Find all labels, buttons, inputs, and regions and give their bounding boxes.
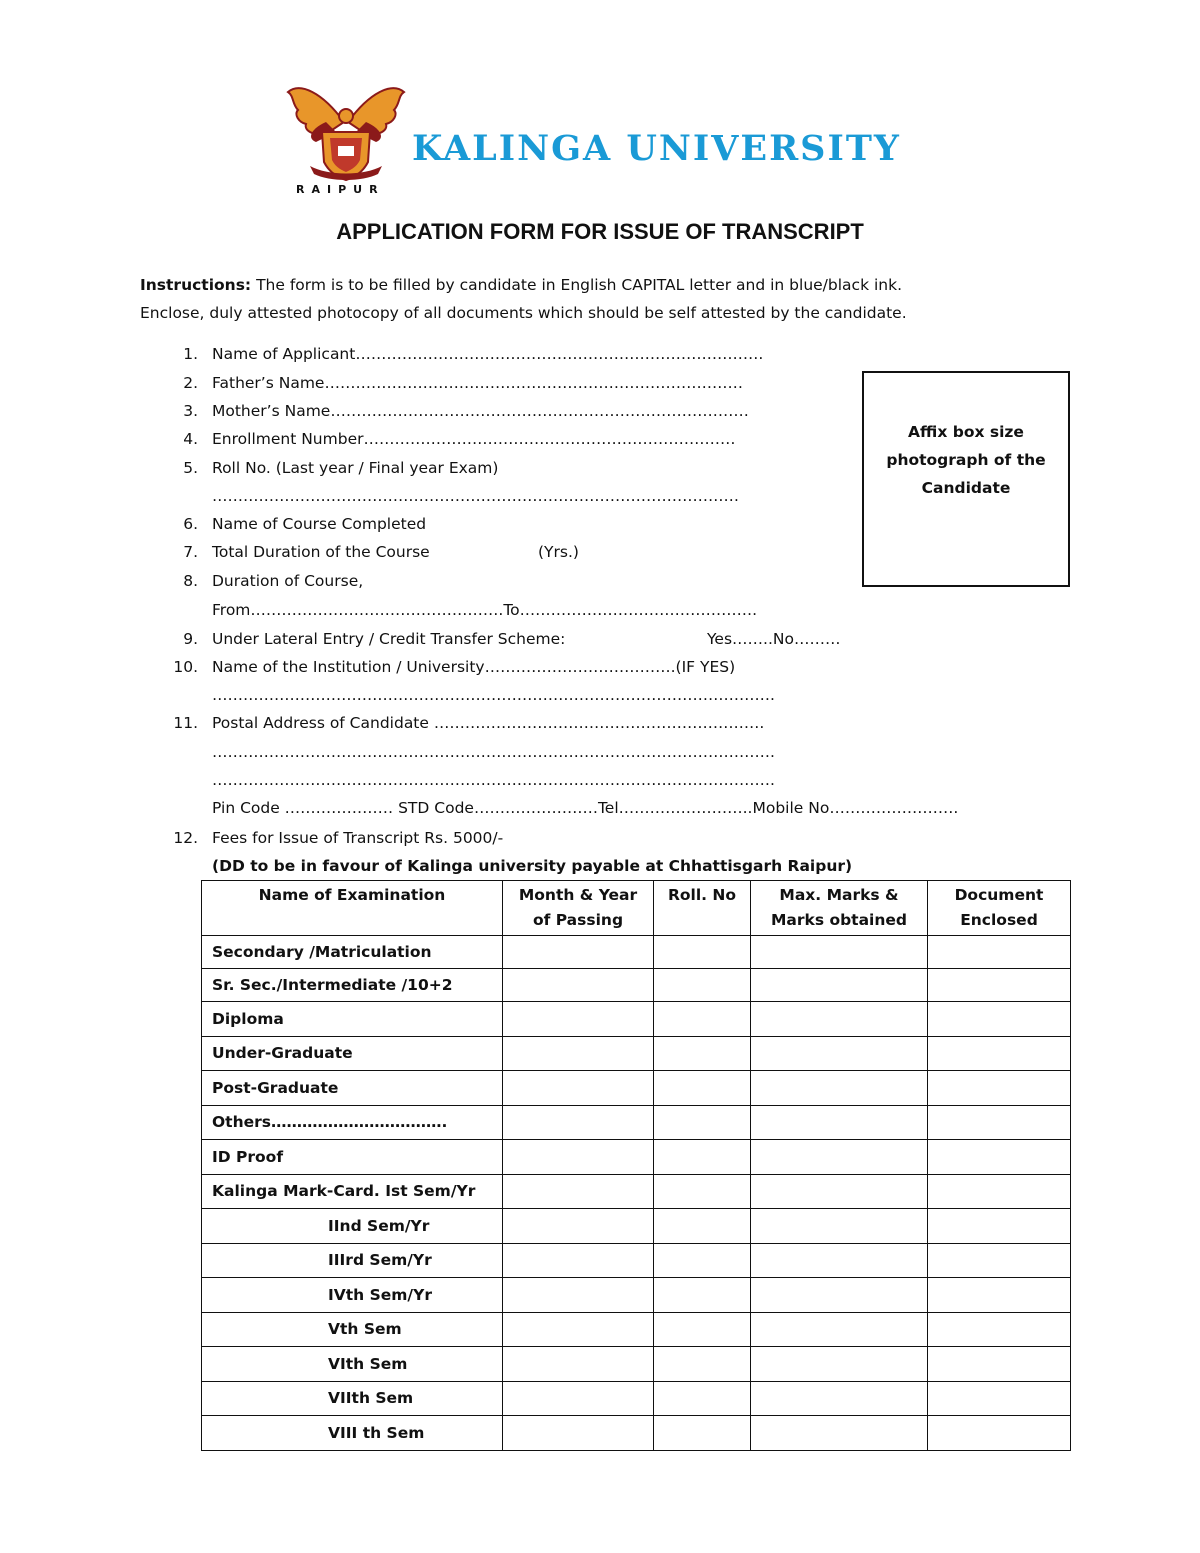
column-header: Roll. No <box>654 881 751 936</box>
row-label: Post-Graduate <box>202 1071 503 1106</box>
field-lateral-entry: Under Lateral Entry / Credit Transfer Scheme: <box>212 630 566 648</box>
table-cell[interactable] <box>503 1036 654 1071</box>
table-cell[interactable] <box>928 1002 1071 1037</box>
table-row <box>202 1416 1071 1451</box>
table-cell[interactable] <box>928 1312 1071 1347</box>
field-name-of-applicant[interactable]: Name of Applicant……………………………………………………………………. <box>212 345 764 363</box>
table-cell[interactable] <box>751 1105 928 1140</box>
logo-raipur-text: RAIPUR <box>296 183 385 196</box>
field-number: 8. <box>183 572 198 590</box>
table-cell[interactable] <box>928 1416 1071 1451</box>
field-duration-from-to[interactable]: From………………………………………….To………………………………………. <box>212 601 758 619</box>
table-cell[interactable] <box>503 1209 654 1244</box>
university-name: KALINGA UNIVERSITY <box>412 128 901 169</box>
photo-box <box>862 371 1070 587</box>
row-label: VIth Sem <box>202 1347 503 1382</box>
row-label: Kalinga Mark-Card. Ist Sem/Yr <box>202 1174 503 1209</box>
field-number: 6. <box>183 515 198 533</box>
field-roll-no[interactable]: ………………………………………………………………………………………… <box>212 487 739 505</box>
table-row <box>202 1278 1071 1313</box>
field-duration-label: Duration of Course, <box>212 572 364 590</box>
table-cell[interactable] <box>503 1140 654 1175</box>
table-cell[interactable] <box>503 936 654 969</box>
field-number: 9. <box>183 630 198 648</box>
instructions-line-1: The form is to be filled by candidate in English CAPITAL letter and in blue/black ink. <box>251 276 903 294</box>
field-total-duration-unit: (Yrs.) <box>538 543 579 561</box>
field-number: 1. <box>183 345 198 363</box>
table-cell[interactable] <box>654 1312 751 1347</box>
table-cell[interactable] <box>503 1071 654 1106</box>
table-row <box>202 1381 1071 1416</box>
row-label: Secondary /Matriculation <box>202 936 503 969</box>
table-row <box>202 1243 1071 1278</box>
table-row <box>202 1105 1071 1140</box>
table-cell[interactable] <box>654 1416 751 1451</box>
column-header: Max. Marks & Marks obtained <box>751 881 928 936</box>
table-header-row <box>202 881 1071 936</box>
instructions-label: Instructions: <box>140 276 252 294</box>
table-cell[interactable] <box>654 1278 751 1313</box>
table-cell[interactable] <box>503 1278 654 1313</box>
table-cell[interactable] <box>751 1209 928 1244</box>
row-label: Under-Graduate <box>202 1036 503 1071</box>
field-contact-details[interactable]: Pin Code ………………… STD Code……………………Tel……………………..Mobile No……………………. <box>212 799 959 817</box>
field-number: 2. <box>183 374 198 392</box>
table-row <box>202 936 1071 969</box>
table-cell[interactable] <box>503 1347 654 1382</box>
row-label: IVth Sem/Yr <box>202 1278 503 1313</box>
table-cell[interactable] <box>751 1071 928 1106</box>
table-cell[interactable] <box>503 1105 654 1140</box>
table-cell[interactable] <box>654 1105 751 1140</box>
table-cell[interactable] <box>928 969 1071 1002</box>
table-cell[interactable] <box>928 1243 1071 1278</box>
table-row <box>202 1071 1071 1106</box>
table-cell[interactable] <box>654 1071 751 1106</box>
table-row <box>202 1140 1071 1175</box>
table-row <box>202 1209 1071 1244</box>
row-label: VIII th Sem <box>202 1416 503 1451</box>
examination-table <box>201 880 1071 1451</box>
table-cell[interactable] <box>751 1002 928 1037</box>
column-header: Name of Examination <box>202 881 503 936</box>
table-cell[interactable] <box>503 1312 654 1347</box>
field-number: 7. <box>183 543 198 561</box>
column-header: Month & Year of Passing <box>503 881 654 936</box>
row-label: VIIth Sem <box>202 1381 503 1416</box>
table-row <box>202 1036 1071 1071</box>
field-institution-name-line[interactable]: ………………………………………………………………………………………………. <box>212 686 775 704</box>
university-logo <box>282 82 410 194</box>
field-number: 5. <box>183 459 198 477</box>
field-number: 10. <box>173 658 198 676</box>
table-cell[interactable] <box>928 1036 1071 1071</box>
table-cell[interactable] <box>928 1174 1071 1209</box>
table-cell[interactable] <box>503 1381 654 1416</box>
table-cell[interactable] <box>503 969 654 1002</box>
field-mothers-name[interactable]: Mother’s Name……………………………………………………………………… <box>212 402 749 420</box>
row-label: IInd Sem/Yr <box>202 1209 503 1244</box>
field-number: 11. <box>173 714 198 732</box>
table-row <box>202 1347 1071 1382</box>
table-cell[interactable] <box>654 1243 751 1278</box>
instructions <box>140 271 907 327</box>
field-institution-name[interactable]: Name of the Institution / University……………………………….(IF YES) <box>212 658 736 676</box>
photo-box-line: Affix box size <box>908 423 1024 441</box>
row-label: Sr. Sec./Intermediate /10+2 <box>202 969 503 1002</box>
row-label: IIIrd Sem/Yr <box>202 1243 503 1278</box>
table-cell[interactable] <box>751 1416 928 1451</box>
photo-box-line: photograph of the <box>886 451 1046 469</box>
field-dd-note: (DD to be in favour of Kalinga university payable at Chhattisgarh Raipur) <box>212 857 853 875</box>
row-label: Vth Sem <box>202 1312 503 1347</box>
table-cell[interactable] <box>654 1209 751 1244</box>
table-cell[interactable] <box>928 1140 1071 1175</box>
table-cell[interactable] <box>751 1381 928 1416</box>
table-cell[interactable] <box>928 1278 1071 1313</box>
photo-box-line: Candidate <box>921 479 1011 497</box>
table-cell[interactable] <box>928 936 1071 969</box>
table-cell[interactable] <box>928 1347 1071 1382</box>
form-title: APPLICATION FORM FOR ISSUE OF TRANSCRIPT <box>336 219 864 244</box>
field-total-duration[interactable]: Total Duration of the Course <box>212 543 430 561</box>
row-label: Diploma <box>202 1002 503 1037</box>
field-number: 12. <box>173 829 198 847</box>
field-enrollment-number[interactable]: Enrollment Number……………………………………………………………… <box>212 430 736 448</box>
field-postal-address-line[interactable]: ………………………………………………………………………………………………. <box>212 771 775 789</box>
table-cell[interactable] <box>751 1174 928 1209</box>
field-number: 4. <box>183 430 198 448</box>
table-cell[interactable] <box>751 1243 928 1278</box>
table-row <box>202 1312 1071 1347</box>
row-label: Others……………………………. <box>202 1105 503 1140</box>
table-cell[interactable] <box>654 969 751 1002</box>
table-cell[interactable] <box>928 1209 1071 1244</box>
table-cell[interactable] <box>751 1140 928 1175</box>
table-cell[interactable] <box>654 1174 751 1209</box>
table-cell[interactable] <box>928 1071 1071 1106</box>
table-cell[interactable] <box>751 969 928 1002</box>
table-cell[interactable] <box>751 1312 928 1347</box>
table-cell[interactable] <box>654 1140 751 1175</box>
table-cell[interactable] <box>654 1002 751 1037</box>
table-cell[interactable] <box>503 1174 654 1209</box>
table-row <box>202 1174 1071 1209</box>
table-cell[interactable] <box>503 1002 654 1037</box>
field-roll-no-label: Roll No. (Last year / Final year Exam) <box>212 459 499 477</box>
field-postal-address-line[interactable]: ………………………………………………………………………………………………. <box>212 743 775 761</box>
table-cell[interactable] <box>928 1105 1071 1140</box>
table-row <box>202 1002 1071 1037</box>
field-fees: Fees for Issue of Transcript Rs. 5000/- <box>212 829 504 847</box>
table-cell[interactable] <box>751 1278 928 1313</box>
table-cell[interactable] <box>928 1381 1071 1416</box>
instructions-line-2: Enclose, duly attested photocopy of all documents which should be self attested by the candidate. <box>140 304 907 322</box>
table-cell[interactable] <box>654 1036 751 1071</box>
table-cell[interactable] <box>654 1347 751 1382</box>
row-label: ID Proof <box>202 1140 503 1175</box>
field-number: 3. <box>183 402 198 420</box>
column-header: Document Enclosed <box>928 881 1071 936</box>
table-cell[interactable] <box>751 1347 928 1382</box>
field-course-completed[interactable]: Name of Course Completed <box>212 515 427 533</box>
table-cell[interactable] <box>751 1036 928 1071</box>
table-cell[interactable] <box>654 936 751 969</box>
field-lateral-entry-yes-no[interactable]: Yes……..No……… <box>707 630 841 648</box>
table-row <box>202 969 1071 1002</box>
table-cell[interactable] <box>654 1381 751 1416</box>
table-cell[interactable] <box>503 1416 654 1451</box>
field-fathers-name[interactable]: Father’s Name……………………………………………………………………… <box>212 374 743 392</box>
field-postal-address[interactable]: Postal Address of Candidate ………………………………………………………. <box>212 714 765 732</box>
table-cell[interactable] <box>503 1243 654 1278</box>
table-cell[interactable] <box>751 936 928 969</box>
